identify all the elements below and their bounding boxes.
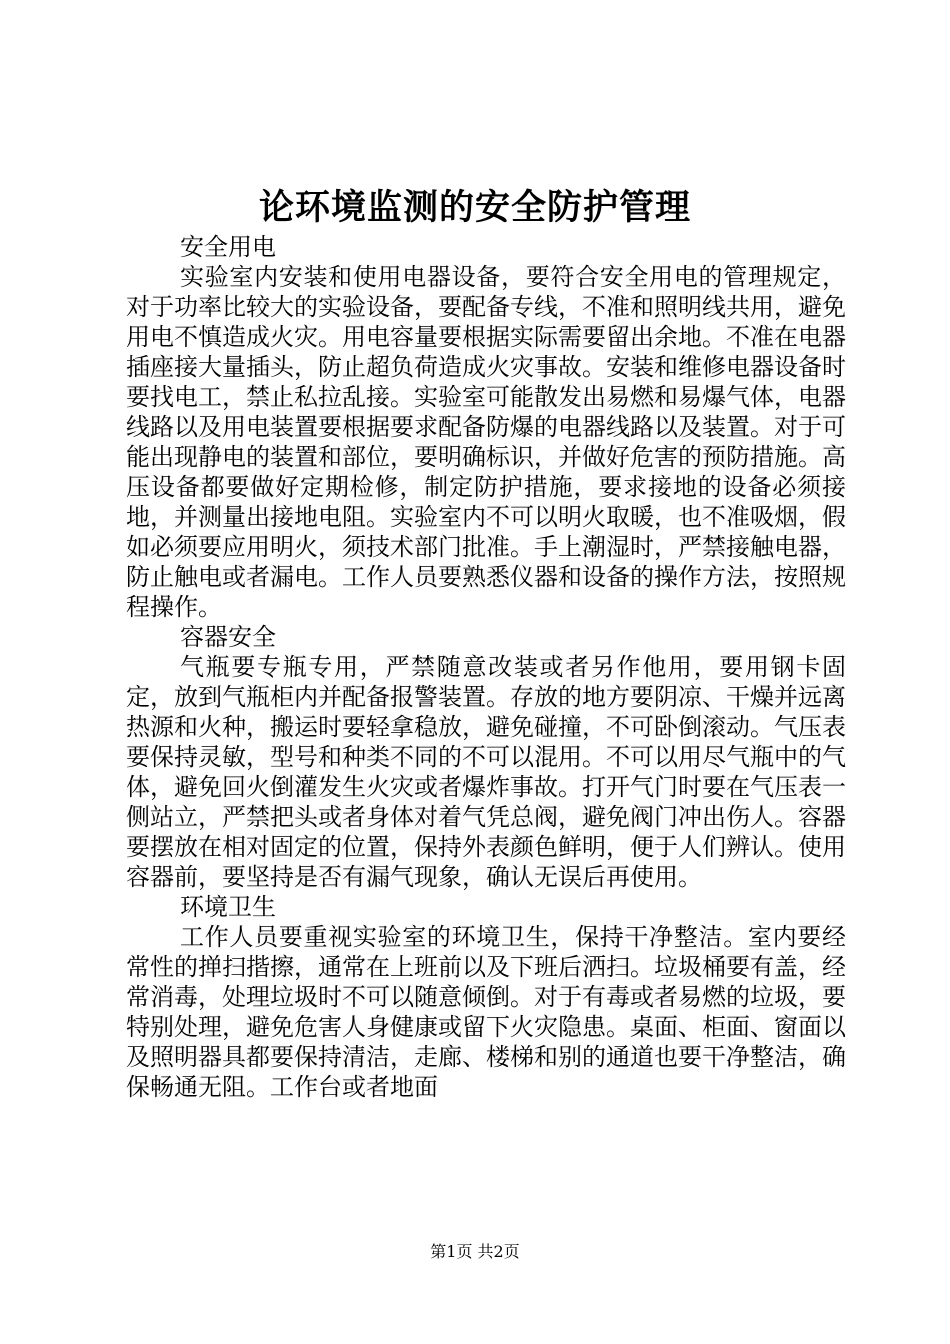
- section-container-safety: [126, 622, 846, 892]
- section-heading: 安全用电: [180, 233, 276, 261]
- document-body: [126, 232, 846, 1102]
- section-paragraph: 实验室内安装和使用电器设备，要符合安全用电的管理规定，对于功率比较大的实验设备，要配备专线，不准和照明线共用，避免用电不慎造成火灾。用电容量要根据实际需要留出余地。不准在电器插座接大量插头，防止超负荷造成火灾事故。安装和维修电器设备时要找电工，禁止私拉乱接。实验室可能散发出易燃和易爆气体，电器线路以及用电装置要根据要求配备防爆的电器线路以及装置。对于可能出现静电的装置和部位，要明确标识，并做好危害的预防措施。高压设备都要做好定期检修，制定防护措施，要求接地的设备必须接地，并测量出接地电阻。实验室内不可以明火取暖，也不准吸烟，假如必须要应用明火，须技术部门批准。手上潮湿时，严禁接触电器，防止触电或者漏电。工作人员要熟悉仪器和设备的操作方法，按照规程操作。: [126, 263, 846, 621]
- section-paragraph: 工作人员要重视实验室的环境卫生，保持干净整洁。室内要经常性的掸扫揩擦，通常在上班前以及下班后洒扫。垃圾桶要有盖，经常消毒，处理垃圾时不可以随意倾倒。对于有毒或者易燃的垃圾，要特别处理，避免危害人身健康或留下火灾隐患。桌面、柜面、窗面以及照明器具都要保持清洁，走廊、楼梯和别的通道也要干净整洁，确保畅通无阻。工作台或者地面: [126, 923, 846, 1101]
- page-number-footer: 第1页 共2页: [430, 1242, 520, 1261]
- document-title: 论环境监测的安全防护管理: [258, 187, 691, 228]
- section-heading: 容器安全: [180, 623, 276, 651]
- section-electrical-safety: [126, 232, 846, 622]
- section-heading: 环境卫生: [180, 893, 276, 921]
- section-environmental-hygiene: [126, 892, 846, 1102]
- section-paragraph: 气瓶要专瓶专用，严禁随意改装或者另作他用，要用钢卡固定，放到气瓶柜内并配备报警装置。存放的地方要阴凉、干燥并远离热源和火种，搬运时要轻拿稳放，避免碰撞，不可卧倒滚动。气压表要保持灵敏，型号和种类不同的不可以混用。不可以用尽气瓶中的气体，避免回火倒灌发生火灾或者爆炸事故。打开气门时要在气压表一侧站立，严禁把头或者身体对着气凭总阀，避免阀门冲出伤人。容器要摆放在相对固定的位置，保持外表颜色鲜明，便于人们辨认。使用容器前，要坚持是否有漏气现象，确认无误后再使用。: [126, 653, 846, 891]
